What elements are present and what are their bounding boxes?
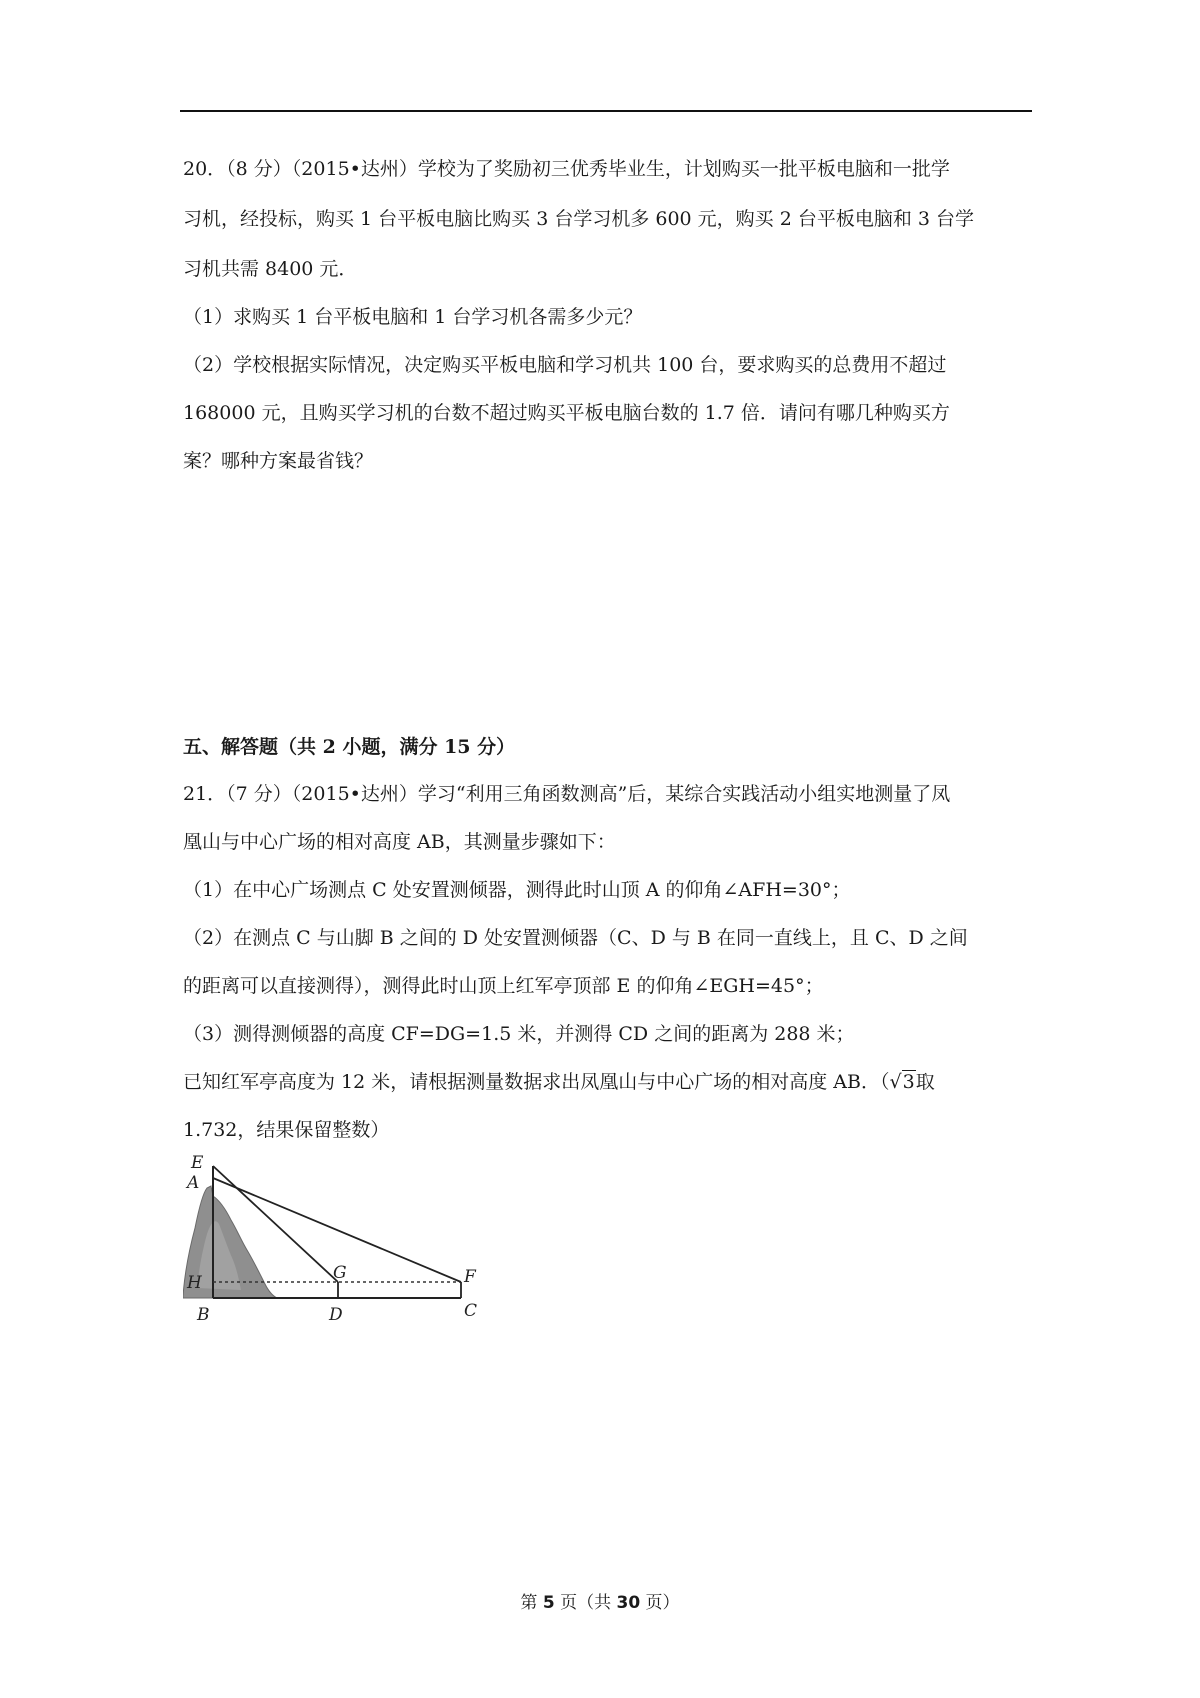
footer-total-pages: 30	[616, 1593, 641, 1613]
footer-pre: 第	[520, 1593, 543, 1613]
sqrt-3	[889, 1073, 915, 1092]
label-F: F	[464, 1267, 476, 1287]
label-B: B	[197, 1305, 210, 1325]
section-heading: 五、解答题（共 2 小题，满分 15 分）	[183, 736, 516, 758]
label-E: E	[191, 1153, 204, 1173]
q21-step-2-cont: 的距离可以直接测得），测得此时山顶上红军亭顶部 E 的仰角∠EGH=45°；	[183, 975, 824, 997]
header-rule	[180, 110, 1032, 112]
q20-line-3: 习机共需 8400 元．	[183, 258, 358, 280]
footer-mid: 页（共	[554, 1593, 617, 1613]
footer-page-number: 5	[542, 1593, 555, 1613]
page-footer	[0, 1588, 1200, 1613]
q21-given-line	[183, 1073, 935, 1092]
q20-line-6: 168000 元，且购买学习机的台数不超过购买平板电脑台数的 1.7 倍．请问有哪几种购买方	[183, 402, 950, 424]
radicand: 3	[902, 1071, 915, 1093]
q21-given-tail: 取	[915, 1071, 935, 1093]
q21-line-1: 21．（7 分）（2015•达州）学习“利用三角函数测高”后，某综合实践活动小组实地测量了凤	[183, 783, 951, 805]
q20-line-7: 案？哪种方案最省钱？	[183, 450, 374, 472]
label-H: H	[187, 1273, 202, 1293]
label-A: A	[187, 1173, 200, 1193]
footer-post: 页）	[640, 1593, 680, 1613]
q21-given-text: 已知红军亭高度为 12 米，请根据测量数据求出凤凰山与中心广场的相对高度 AB．（	[183, 1071, 890, 1093]
q21-step-3: （3）测得测倾器的高度 CF=DG=1.5 米，并测得 CD 之间的距离为 288 米；	[183, 1023, 855, 1045]
q21-step-2: （2）在测点 C 与山脚 B 之间的 D 处安置测倾器（C、D 与 B 在同一直线上，且 C、D 之间	[183, 927, 968, 949]
q21-final-line: 1.732，结果保留整数）	[183, 1119, 390, 1141]
q20-line-1: 20．（8 分）（2015•达州）学校为了奖励初三优秀毕业生，计划购买一批平板电脑和一批学	[183, 158, 950, 180]
q20-part-2: （2）学校根据实际情况，决定购买平板电脑和学习机共 100 台，要求购买的总费用不超过	[183, 354, 947, 376]
q20-part-1: （1）求购买 1 台平板电脑和 1 台学习机各需多少元？	[183, 306, 643, 328]
q20-line-2: 习机，经投标，购买 1 台平板电脑比购买 3 台学习机多 600 元，购买 2 台平板电脑和 3 台学	[183, 208, 975, 230]
radical-sign: √	[889, 1071, 902, 1093]
label-D: D	[329, 1305, 343, 1325]
q21-line-2: 凰山与中心广场的相对高度 AB，其测量步骤如下：	[183, 831, 616, 853]
label-G: G	[333, 1263, 347, 1283]
q21-step-1: （1）在中心广场测点 C 处安置测倾器，测得此时山顶 A 的仰角∠AFH=30°；	[183, 879, 851, 901]
mountain-diagram	[183, 1148, 483, 1328]
label-C: C	[464, 1301, 478, 1321]
